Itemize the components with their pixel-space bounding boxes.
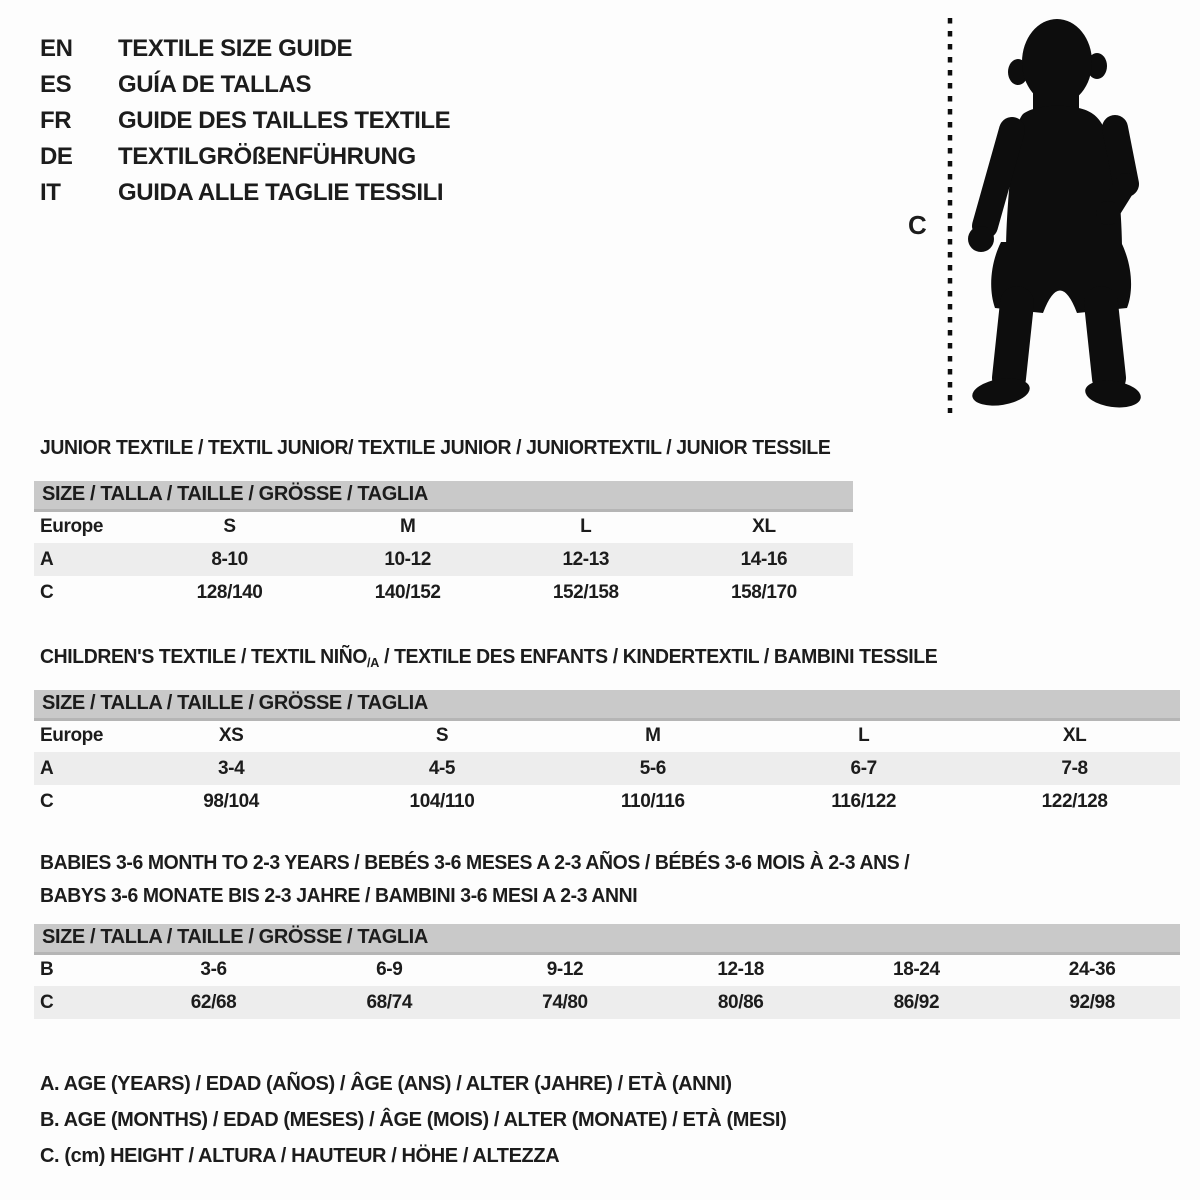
- table-header: SIZE / TALLA / TAILLE / GRÖSSE / TAGLIA: [34, 690, 1180, 719]
- row-label-cell: Europe: [40, 516, 104, 538]
- size-cell: 5-6: [547, 752, 758, 785]
- size-cell: M: [645, 725, 661, 747]
- table-row: [34, 986, 1180, 1019]
- size-cell: 140/152: [374, 581, 441, 603]
- footnote: A. AGE (YEARS) / EDAD (AÑOS) / ÂGE (ANS) / ALTER (JAHRE) / ETÀ (ANNI): [40, 1073, 732, 1095]
- row-label-cell: A: [34, 752, 126, 785]
- guide-title: TEXTILE SIZE GUIDE: [118, 35, 353, 62]
- size-cell: 14-16: [675, 543, 853, 576]
- row-label-cell: Europe: [40, 725, 104, 747]
- junior-size-table: [34, 481, 853, 609]
- section-title-part: CHILDREN'S TEXTILE / TEXTIL NIÑO: [40, 646, 368, 668]
- size-cell: XL: [752, 516, 776, 538]
- guide-title: GUIDA ALLE TAGLIE TESSILI: [118, 179, 444, 206]
- row-label-cell: B: [40, 959, 54, 981]
- size-cell: 4-5: [337, 752, 548, 785]
- size-cell: L: [858, 725, 870, 747]
- section-title-children: [40, 645, 937, 675]
- section-title-part: / TEXTILE DES ENFANTS / KINDERTEXTIL / BAMBINI TESSILE: [379, 646, 938, 668]
- footnote: B. AGE (MONTHS) / EDAD (MESES) / ÂGE (MOIS) / ALTER (MONATE) / ETÀ (MESI): [40, 1109, 787, 1131]
- table-header: SIZE / TALLA / TAILLE / GRÖSSE / TAGLIA: [34, 481, 853, 510]
- size-cell: M: [399, 516, 416, 538]
- size-cell: 10-12: [319, 543, 497, 576]
- language-row: [40, 175, 450, 211]
- size-cell: 152/158: [552, 581, 619, 603]
- section-title-junior: JUNIOR TEXTILE / TEXTIL JUNIOR/ TEXTILE JUNIOR / JUNIORTEXTIL / JUNIOR TESSILE: [40, 437, 831, 459]
- language-title-list: [40, 31, 450, 211]
- table-row: [34, 543, 853, 576]
- size-cell: 116/122: [831, 790, 897, 812]
- section-title-babies-line2: BABYS 3-6 MONATE BIS 2-3 JAHRE / BAMBINI 3-6 MESI A 2-3 ANNI: [40, 885, 638, 907]
- row-label-cell: C: [40, 790, 54, 812]
- table-row: [34, 719, 1180, 752]
- table-header: SIZE / TALLA / TAILLE / GRÖSSE / TAGLIA: [34, 924, 1180, 953]
- footnote-legend: [40, 1066, 786, 1174]
- section-title-subscript: /A: [367, 655, 380, 670]
- size-cell: 104/110: [409, 790, 475, 812]
- language-row: [40, 139, 450, 175]
- row-label-cell: A: [34, 543, 140, 576]
- table-row: [34, 576, 853, 609]
- size-cell: L: [580, 516, 592, 538]
- size-cell: 62/68: [126, 986, 302, 1019]
- size-cell: S: [223, 516, 236, 538]
- table-row: [34, 953, 1180, 986]
- language-row: [40, 67, 450, 103]
- size-cell: 74/80: [477, 986, 653, 1019]
- size-cell: 122/128: [1041, 790, 1108, 812]
- size-cell: 3-4: [126, 752, 337, 785]
- language-code: IT: [40, 179, 61, 206]
- size-cell: 6-9: [376, 959, 403, 981]
- size-cell: 128/140: [196, 581, 263, 603]
- table-header-row: [34, 924, 1180, 953]
- footnote: C. (cm) HEIGHT / ALTURA / HAUTEUR / HÖHE / ALTEZZA: [40, 1145, 560, 1167]
- language-code: DE: [40, 143, 73, 170]
- babies-size-table: [34, 924, 1180, 1019]
- size-cell: 8-10: [140, 543, 318, 576]
- size-cell: 80/86: [653, 986, 829, 1019]
- table-row: [34, 510, 853, 543]
- size-cell: 7-8: [969, 752, 1180, 785]
- size-cell: 86/92: [829, 986, 1005, 1019]
- guide-title: TEXTILGRÖßENFÜHRUNG: [118, 143, 416, 170]
- size-cell: 9-12: [546, 959, 584, 981]
- children-size-table: [34, 690, 1180, 818]
- section-title-babies-line1: BABIES 3-6 MONTH TO 2-3 YEARS / BEBÉS 3-6 MESES A 2-3 AÑOS / BÉBÉS 3-6 MOIS À 2-3 ANS /: [40, 852, 910, 874]
- language-row: [40, 103, 450, 139]
- row-label-cell: C: [40, 581, 54, 603]
- size-cell: 12-18: [717, 959, 764, 981]
- language-code: FR: [40, 107, 72, 134]
- table-row: [34, 785, 1180, 818]
- height-dimension-label: C: [908, 210, 927, 240]
- size-cell: 12-13: [497, 543, 675, 576]
- table-header-row: [34, 481, 853, 510]
- table-header-row: [34, 690, 1180, 719]
- size-cell: 18-24: [893, 959, 940, 981]
- size-cell: 110/116: [620, 790, 685, 812]
- guide-title: GUIDE DES TAILLES TEXTILE: [118, 107, 451, 134]
- size-cell: 3-6: [200, 959, 227, 981]
- guide-title: GUÍA DE TALLAS: [118, 71, 312, 98]
- size-cell: 92/98: [1004, 986, 1180, 1019]
- language-code: ES: [40, 71, 72, 98]
- table-row: [34, 752, 1180, 785]
- row-label-cell: C: [34, 986, 126, 1019]
- size-cell: 98/104: [203, 790, 259, 812]
- size-cell: XL: [1062, 725, 1087, 747]
- size-cell: 68/74: [301, 986, 477, 1019]
- size-cell: S: [435, 725, 449, 747]
- size-cell: 24-36: [1068, 959, 1116, 981]
- size-cell: 158/170: [730, 581, 797, 603]
- language-row: [40, 31, 450, 67]
- size-cell: XS: [218, 725, 244, 747]
- toddler-silhouette-icon: [905, 0, 1155, 420]
- language-code: EN: [40, 35, 73, 62]
- size-cell: 6-7: [758, 752, 969, 785]
